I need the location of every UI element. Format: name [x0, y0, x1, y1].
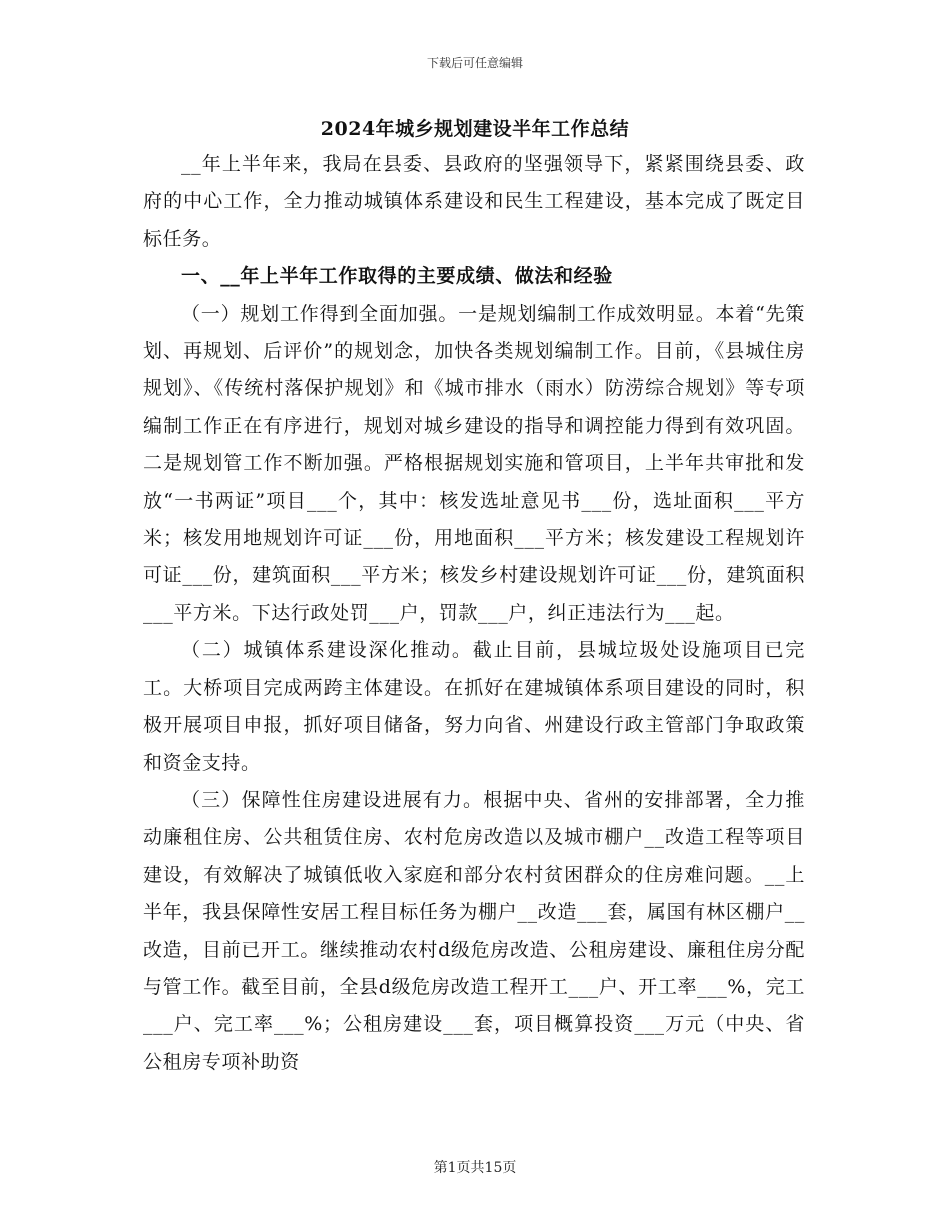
document-title: 2024年城乡规划建设半年工作总结 — [320, 118, 630, 140]
paragraph-town-system: （二）城镇体系建设深化推动。截止目前，县城垃圾处设施项目已完工。大桥项目完成两跨主体建设。在抓好在建城镇体系项目建设的同时，积极开展项目申报，抓好项目储备，努力向省、州建设行政主管部门争取政策和资金支持。 — [143, 639, 805, 774]
paragraph-planning: （一）规划工作得到全面加强。一是规划编制工作成效明显。本着“先策划、再规划、后评价”的规划念，加快各类规划编制工作。目前，《县城住房规划》、《传统村落保护规划》和《城市排水（雨水）防涝综合规划》等专项编制工作正在有序进行，规划对城乡建设的指导和调控能力得到有效巩固。二是规划管工作不断加强。严格根据规划实施和管项目，上半年共审批和发放“一书两证”项目___个，其中：核发选址意见书___份，选址面积___平方米；核发用地规划许可证___份，用地面积___平方米；核发建设工程规划许可证___份，建筑面积___平方米；核发乡村建设规划许可证___份，建筑面积___平方米。下达行政处罚___户，罚款___户，纠正违法行为___起。 — [143, 302, 805, 624]
paragraph-housing: （三）保障性住房建设进展有力。根据中央、省州的安排部署，全力推动廉租住房、公共租赁住房、农村危房改造以及城市棚户__改造工程等项目建设，有效解决了城镇低收入家庭和部分农村贫困群众的住房难问题。__上半年，我县保障性安居工程目标任务为棚户__改造___套，属国有林区棚户__改造，目前已开工。继续推动农村d级危房改造、公租房建设、廉租住房分配与管工作。截至目前，全县d级危房改造工程开工___户、开工率___%，完工___户、完工率___%；公租房建设___套，项目概算投资___万元（中央、省公租房专项补助资 — [143, 788, 805, 1073]
document-body — [143, 146, 805, 1081]
section-heading-1: 一、__年上半年工作取得的主要成绩、做法和经验 — [181, 265, 613, 288]
page-indicator: 第1页共15页 — [433, 1160, 517, 1176]
intro-paragraph: __年上半年来，我局在县委、县政府的坚强领导下，紧紧围绕县委、政府的中心工作，全力推动城镇体系建设和民生工程建设，基本完成了既定目标任务。 — [143, 153, 805, 250]
header-note: 下载后可任意编辑 — [426, 56, 523, 70]
